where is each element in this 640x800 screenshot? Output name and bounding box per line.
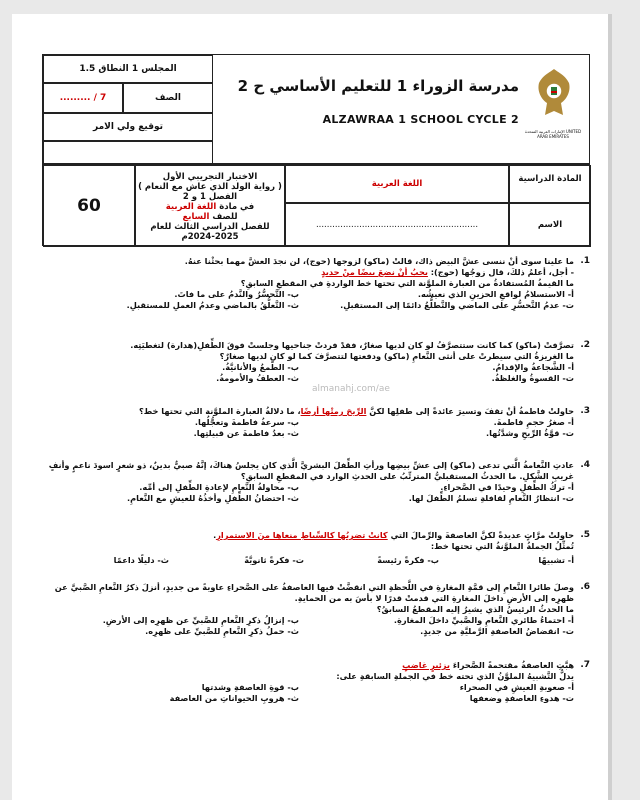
option[interactable]: ب- التَّحسُّرُ والنَّدمُ على ما فاتَ. [174,289,299,299]
options [34,417,574,439]
option[interactable]: أ- الشَّجاعةُ والإقدامُ. [492,362,574,372]
name-label-cell [509,203,591,247]
options [34,482,574,504]
school-name-ar: مدرسة الزوراء 1 للتعليم الأساسي ح 2 [237,77,519,95]
info-table [42,164,590,246]
class-value: ......... / 7 [59,93,107,103]
option[interactable]: ب- محاولةُ النَّعامِ لإعادةِ الطِّفلِ إلى أمِّه. [139,482,299,492]
highlight-phrase: كانتْ تضربُها كالسِّياطِ منعاها منَ الاستمرارِ [216,530,388,540]
grade-line: للصف السابع [182,212,238,222]
options [34,615,574,637]
blank-cell [43,141,213,165]
question-6: 6. وصلَ طائرا النَّعامِ إلى قمَّةِ المغارةِ في اللَّحظةِ التي انقضَّتْ فيها العاصفةُ على الصَّحراءِ عاويةً من جديدٍ، أنزلَ ذكرُ النَّعامِ الصَّبيَّ عن ظهرِه إلى الأرضِ داخلَ المغارةِ التي قدمتْ قدرًا لا بأسَ به من الحمايةِ. ما الحدثُ الرئيسُ الذي يشيرُ إليه المقطعُ السابقُ؟ أ- احتماءُ طائري النَّعامِ والصَّبيِّ داخلَ المغارةِ. ب- إنزالُ ذكرِ النَّعامِ للصَّبيِّ عن ظهرِه إلى الأرضِ. ت- انقضاضُ العاصفةِ الرَّمليَّةِ من جديدٍ. ث- حملُ ذكرِ النَّعامِ للصَّبيِّ على ظهرِه. [34,582,574,637]
header-table [42,54,590,164]
guardian-signature-label: توقيع ولي الامر [92,122,164,132]
option[interactable]: ب- إنزالُ ذكرِ النَّعامِ للصَّبيِّ عن ظهرِه إلى الأرضِ. [102,615,299,625]
council-cell [43,55,213,83]
option[interactable]: ت- هدوءِ العاصفةِ وضعفها [469,693,574,703]
name-label: الاسم [537,220,563,230]
option[interactable]: أ- صغرُ حجمِ فاطمةَ. [493,417,574,427]
option[interactable]: ب- الطَّمعُ والأنانيَّةُ. [222,362,299,372]
year-line: 2024-2025م [181,232,239,242]
option[interactable]: ت- انقضاضُ العاصفةِ الرَّمليَّةِ من جديدٍ. [420,626,574,636]
option[interactable]: ث- هروبِ الحيواناتِ من العاصفة [169,693,299,703]
options [34,555,574,566]
option[interactable]: ث- دليلًا داعمًا [113,555,169,565]
option[interactable]: أ- تركُ الطِّفلِ وحيدًا في الصَّحراءِ. [440,482,574,492]
option[interactable]: ث- بعدُ فاطمةَ عن قبيلتِها. [193,428,299,438]
options [34,682,574,704]
option[interactable]: ت- القسوةُ والغلظةُ. [491,373,574,383]
class-label: الصف [154,93,182,103]
subject-line: في مادة اللغة العربية [165,202,255,212]
exam-title: الاختبار التجريبي الأول [162,172,258,182]
option[interactable]: أ- صعوبةِ العيشِ في الصحراء [459,682,574,692]
option[interactable]: ث- التَّعلُّقُ بالماضي وعدمُ العملِ للمستقبلِ. [126,300,299,310]
option[interactable]: ث- احتضانُ الطِّفلِ وأخذُهُ للعيشِ مع النَّعامِ. [127,493,299,503]
question-1: 1. ما علينا سوى أنْ ننسى عشَّ البيض ذاك، قالتْ (ماكو) لزوجها (حوج)، لن نجدَ العشَّ مهما بحثْنا عنهُ. - أجل، أعلمُ ذلكَ، قال زوجُها (حوج): يجبُ أنْ نضعَ بيضًا منْ جديدٍ ما القيمةُ المُستفادةُ من العبارة الملوَّنة التي تحتها خط الواردةِ في المقطعِ السابقِ؟ أ- الاستسلامُ لواقعِ الحزينِ الذي نعيشُه. ب- التَّحسُّرُ والنَّدمُ على ما فاتَ. ت- عدمُ التَّحسُّرِ على الماضي والتَّطلُّعُ دائمًا إلى المستقبلِ. ث- التَّعلُّقُ بالماضي وعدمُ العملِ للمستقبلِ. [34,256,574,311]
chapters: الفصل 1 و 2 [182,192,238,202]
exam-details-cell [135,165,285,247]
score-cell [43,165,135,247]
class-label-cell [123,83,213,113]
option[interactable]: أ- احتماءُ طائري النَّعامِ والصَّبيِّ داخلَ المغارةِ. [393,615,574,625]
question-4: 4. عادتِ النَّعامةُ الَّتي تدعى (ماكو) إلى عشِّ بيضِها ورأتِ الطِّفلَ البشريَّ الَّذي كان يجلسُ هناكَ، إنَّهُ صبيٌّ بدينٌ، ذو شعرٍ اسودَ ناعمٍ وأنفٍ غريبِ الشَّكلِ. ما الحدثُ المستقبليُّ المترتِّبُ على الحدثِ الوارد في المقطعِ السابقِ؟ أ- تركُ الطِّفلِ وحيدًا في الصَّحراءِ. ب- محاولةُ النَّعامِ لإعادةِ الطِّفلِ إلى أمِّه. ت- انتظارُ النَّعامِ لقافلةِ تسلمُ الطِّفلَ لها. ث- احتضانُ الطِّفلِ وأخذُهُ للعيشِ مع النَّعامِ. [34,460,574,504]
subject-label-cell [509,165,591,203]
subject-value: اللغة العربية [371,179,423,189]
highlight-phrase: بزئيرٍ غاضبٍ [402,660,450,670]
highlight-phrase: يجبُ أنْ نضعَ بيضًا منْ جديدٍ [321,267,428,277]
option[interactable]: ب- سرعةُ فاطمةَ وتعجُّلُها. [194,417,299,427]
option[interactable]: ب- قوةِ العاصفةِ وشدتها [201,682,299,692]
question-3: 3. حاولتْ فاطمةُ أنْ تقفَ وتسيرَ عائدةً إلى طفلِها لكنَّ الرِّيحَ رمتْها أرضًا، ما دلالةُ العبارة الملوَّنة التي تحتها خط؟ أ- صغرُ حجمِ فاطمةَ. ب- سرعةُ فاطمةَ وتعجُّلُها. ت- قوَّةُ الرِّيحِ وشدَّتُها. ث- بعدُ فاطمةَ عن قبيلتِها. [34,406,574,439]
options [34,289,574,311]
option[interactable]: ث- العطفُ والأمومةُ. [216,373,299,383]
option[interactable]: ت- فكرةً ثانويَّةً [244,555,304,565]
option[interactable]: ب- فكرةً رئيسةً [377,555,439,565]
guardian-cell [43,113,213,141]
question-7: 7. هبَّتِ العاصفةُ مقتحمةً الصَّحراءَ بزئيرٍ غاضبٍ يدلُّ التَّشبيهُ الملوَّنُ الذي تحته خط في الجملةِ السابقةِ على: أ- صعوبةِ العيشِ في الصحراء ب- قوةِ العاصفةِ وشدتها ت- هدوءِ العاصفةِ وضعفها ث- هروبِ الحيواناتِ من العاصفة [34,660,574,704]
council-text: المجلس 1 النطاق 1.5 [79,64,177,74]
novel-title: ( رواية الولد الذي عاش مع النعام ) [138,182,282,192]
subject-label: المادة الدراسية [518,174,582,184]
emblem-caption: الإمارات العربية المتحدة UNITED ARAB EMIRATES [524,129,582,139]
exam-page [12,14,612,800]
name-field-cell[interactable] [285,203,509,247]
option[interactable]: ت- قوَّةُ الرِّيحِ وشدَّتُها. [486,428,574,438]
options [34,362,574,384]
option[interactable]: ت- انتظارُ النَّعامِ لقافلةِ تسلمُ الطِّفلَ لها. [408,493,574,503]
option[interactable]: أ- الاستسلامُ لواقعِ الحزينِ الذي نعيشُه. [417,289,574,299]
uae-emblem-icon [531,63,577,123]
watermark: almanahj.com/ae [312,384,390,394]
option[interactable]: أ- تشبيهًا [538,555,574,565]
class-value-cell [43,83,123,113]
question-2: 2. تصرَّفتْ (ماكو) كما كانت ستتصرَّفُ لو كان لديها صغارٌ، فقدْ فردتْ جناحيها وجلستْ فوقَ الطِّفلِ(هدارة) لتغطيَتِه. ما الغريزةُ التي سيطرتْ على أنثى النَّعامِ (ماكو) ودفعتها لتتصرَّفَ كما لو كان لديها صغارٌ؟ أ- الشَّجاعةُ والإقدامُ. ب- الطَّمعُ والأنانيَّةُ. ت- القسوةُ والغلظةُ. ث- العطفُ والأمومةُ. [34,340,574,384]
question-5: 5. حاولتْ مرَّاتٍ عديدةً لكنَّ العاصفةَ والرِّمالَ التي كانتْ تضربُها كالسِّياطِ منعاها منَ الاستمرارِ. تُمثِّلُ الجملةُ الملوَّنةُ التي تحتها خط: أ- تشبيهًا ب- فكرةً رئيسةً ت- فكرةً ثانويَّةً ث- دليلًا داعمًا [34,530,574,566]
highlight-phrase: الرِّيحَ رمتْها أرضًا [300,406,367,416]
subject-value-cell [285,165,509,203]
school-name-en: ALZAWRAA 1 SCHOOL CYCLE 2 [322,113,519,126]
name-field[interactable]: ............................................................ [315,220,479,230]
total-score: 60 [77,196,101,216]
option[interactable]: ت- عدمُ التَّحسُّرِ على الماضي والتَّطلُّعُ دائمًا إلى المستقبلِ. [340,300,574,310]
term-line: للفصل الدراسي الثالث للعام [150,222,270,232]
option[interactable]: ث- حملُ ذكرِ النَّعامِ للصَّبيِّ على ظهرِه. [145,626,299,636]
